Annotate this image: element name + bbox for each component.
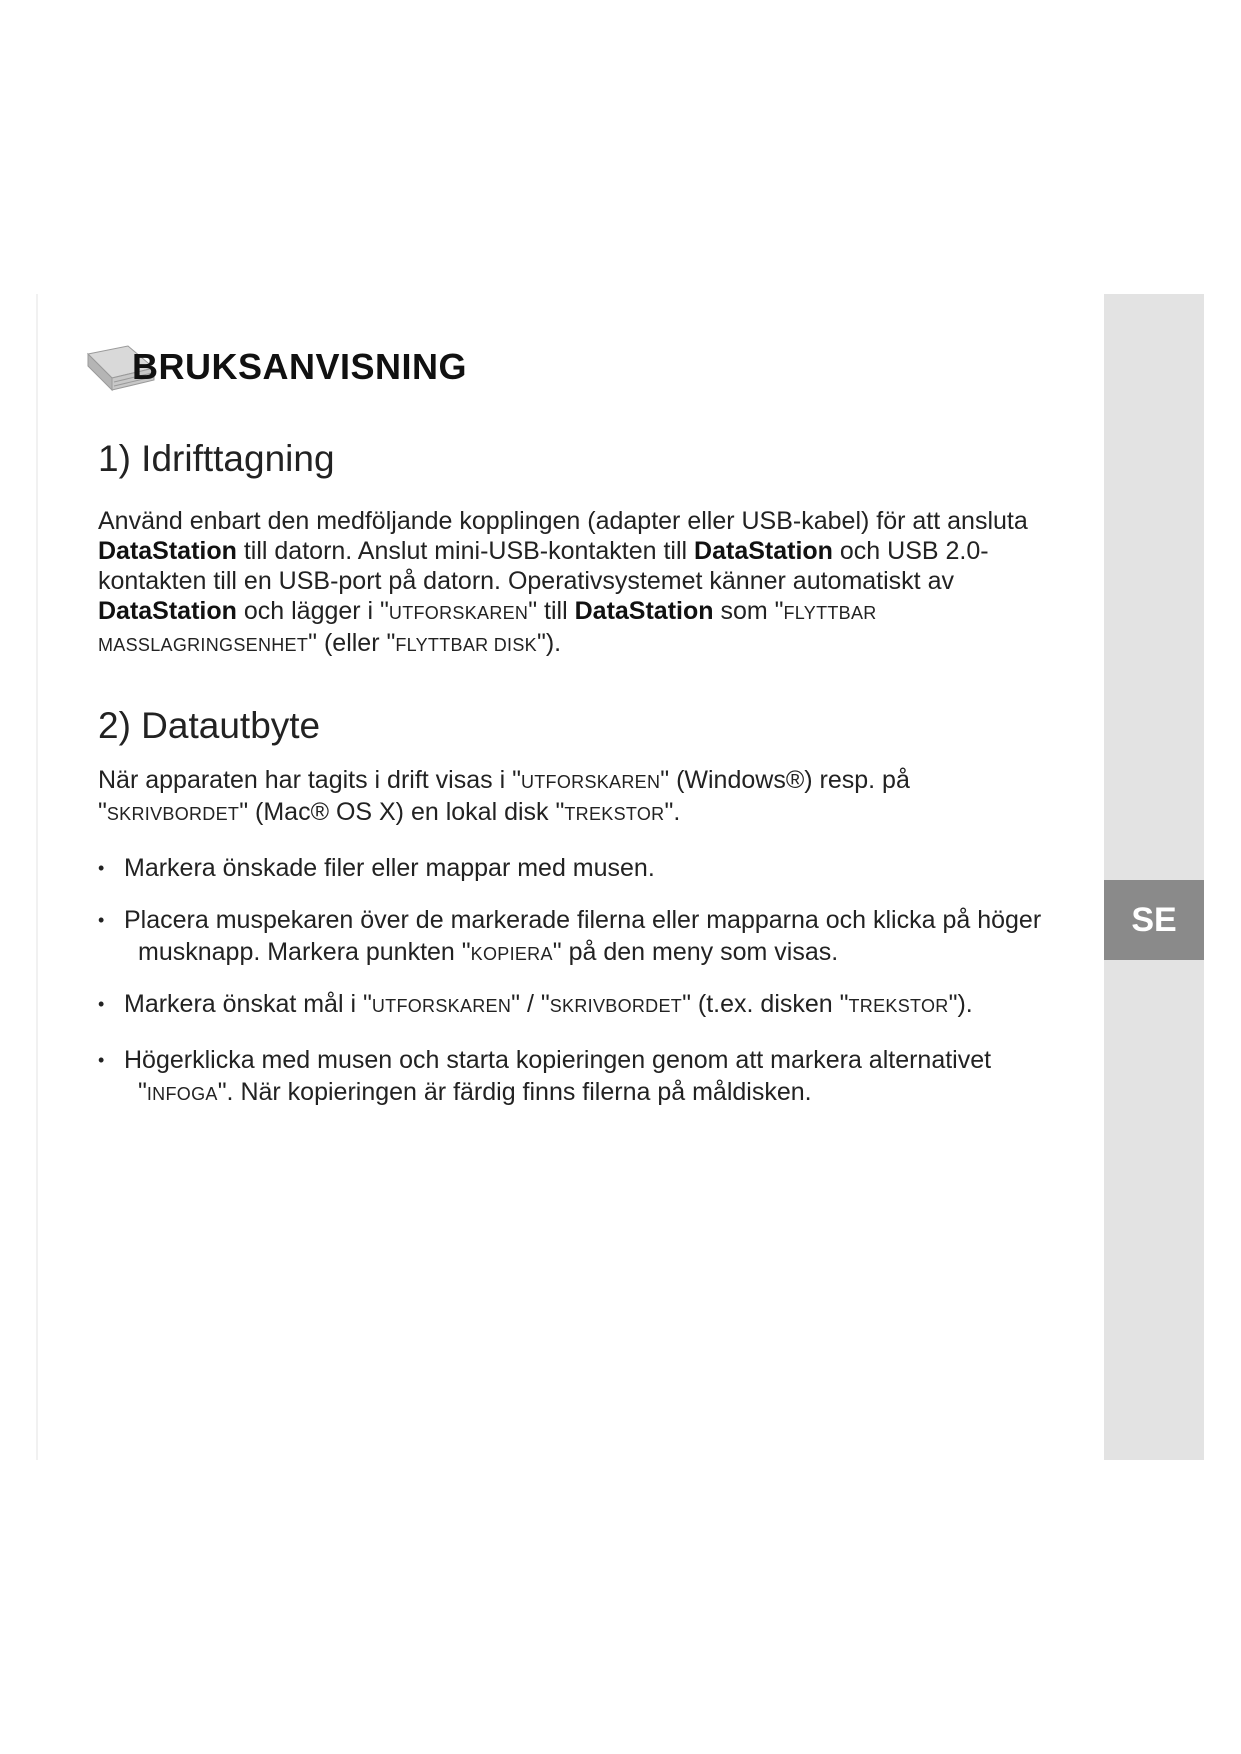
language-tab: SE [1104, 880, 1204, 960]
brand-name: DataStation [98, 537, 237, 565]
desktop-term: SKRIVBORDET [549, 996, 683, 1016]
explorer-term: UTFORSKAREN [388, 603, 529, 623]
list-item: • Högerklicka med musen och starta kopieringen genom att markera alternativet "INFOGA". När kopieringen är färdig finns filerna på måldisken. [98, 1044, 1058, 1110]
page-title: BRUKSANVISNING [132, 346, 468, 387]
brand-name: DataStation [98, 597, 237, 625]
desktop-term: SKRIVBORDET [106, 804, 240, 824]
explorer-term: UTFORSKAREN [371, 996, 512, 1016]
section-heading-data-exchange: 2) Datautbyte [98, 705, 321, 746]
list-item: • Markera önskade filer eller mappar med musen. [98, 852, 1058, 884]
data-exchange-paragraph: När apparaten har tagits i drift visas i "UTFORSKAREN" (Windows®) resp. på "SKRIVBORDET" (Mac® OS X) en lokal disk "TREKSTOR". [98, 766, 910, 826]
brand-name: DataStation [574, 597, 714, 625]
brand-name: DataStation [694, 537, 833, 565]
trekstor-term: TREKSTOR [564, 804, 665, 824]
removable-disk-term: FLYTTBAR DISK [395, 635, 537, 655]
explorer-term: UTFORSKAREN [520, 772, 661, 792]
startup-paragraph: Använd enbart den medföljande kopplingen (adapter eller USB-kabel) för att ansluta DataStation till datorn. Anslut mini-USB-kontakten till DataStation och USB 2.0-kontakten till en USB-port på datorn. Operativsystemet känner automatiskt av DataStation och lägger i "UTFORSKAREN" till DataStation som "FLYTTBAR MASSLAGRINGSENHET" (eller "FLYTTBAR DISK"). [98, 507, 1028, 657]
paste-term: INFOGA [146, 1084, 218, 1104]
section-heading-startup: 1) Idrifttagning [98, 438, 335, 479]
instruction-list [98, 852, 1058, 1130]
trekstor-term: TREKSTOR [848, 996, 949, 1016]
list-item: • Markera önskat mål i "UTFORSKAREN" / "SKRIVBORDET" (t.ex. disken "TREKSTOR"). [98, 988, 1058, 1022]
list-item: • Placera muspekaren över de markerade filerna eller mapparna och klicka på höger musknapp. Markera punkten "KOPIERA" på den meny som visas. [98, 904, 1058, 970]
copy-term: KOPIERA [470, 944, 553, 964]
side-tab [1104, 294, 1204, 1460]
removable-storage-term: FLYTTBAR MASSLAGRINGSENHET [98, 603, 877, 655]
